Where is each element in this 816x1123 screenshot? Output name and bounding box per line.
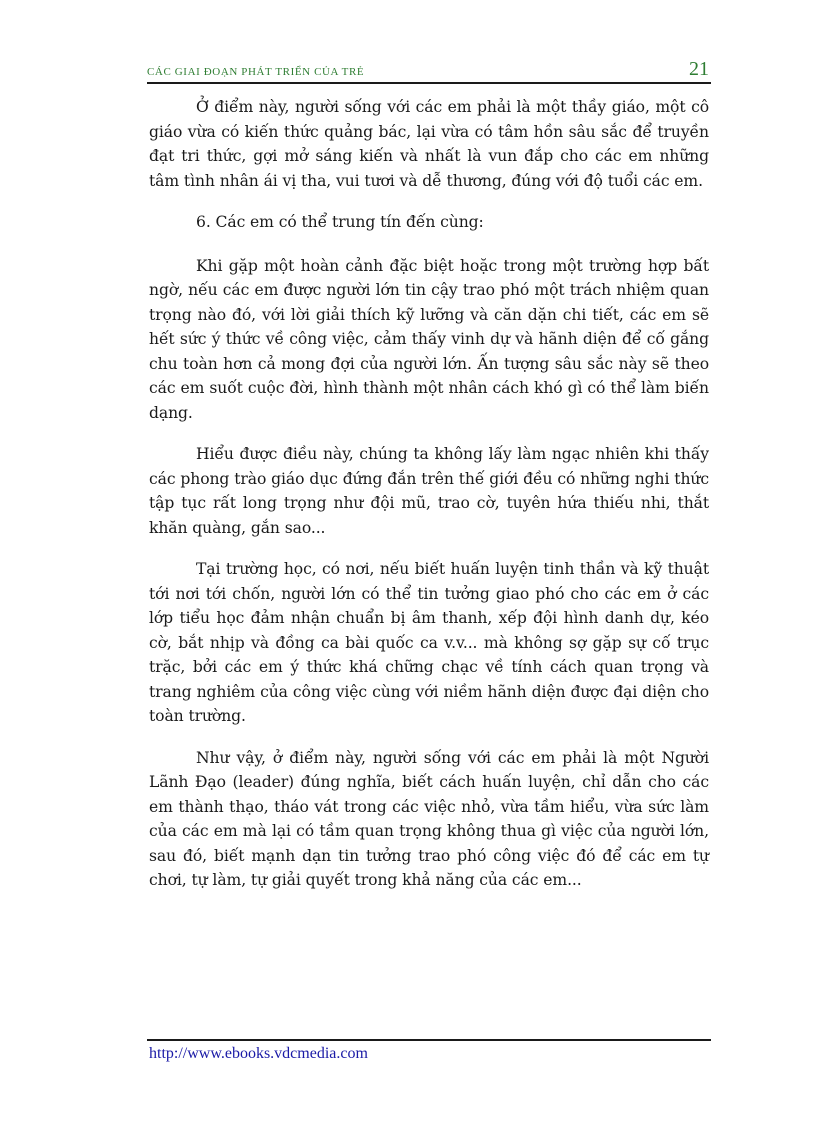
footer-url-link[interactable]: http://www.ebooks.vdcmedia.com — [149, 1045, 368, 1062]
page-header — [147, 60, 711, 84]
paragraph: Tại trường học, có nơi, nếu biết huấn luyện tinh thần và kỹ thuật tới nơi tới chốn, người lớn có thể tin tưởng giao phó cho các em ở các lớp tiểu học đảm nhận chuẩn bị âm thanh, xếp đội hình danh dự, kéo cờ, bắt nhịp và đồng ca bài quốc ca v.v... mà không sợ gặp sự cố trục trặc, bởi các em ý thức khá chững chạc về tính cách quan trọng và trang nghiêm của công việc cùng với niềm hãnh diện được đại diện cho toàn trường. — [149, 560, 709, 725]
paragraph: Như vậy, ở điểm này, người sống với các em phải là một Người Lãnh Đạo (leader) đúng nghĩa, biết cách huấn luyện, chỉ dẫn cho các em thành thạo, tháo vát trong các việc nhỏ, vừa tầm hiểu, vừa sức làm của các em mà lại có tầm quan trọng không thua gì việc của người lớn, sau đó, biết mạnh dạn tin tưởng trao phó công việc đó để các em tự chơi, tự làm, tự giải quyết trong khả năng của các em... — [149, 748, 709, 889]
paragraph: Hiểu được điều này, chúng ta không lấy làm ngạc nhiên khi thấy các phong trào giáo dục đứng đắn trên thế giới đều có những nghi thức tập tục rất long trọng như đội mũ, trao cờ, tuyên hứa thiếu nhi, thắt khăn quàng, gắn sao... — [149, 445, 709, 537]
running-title: CÁC GIAI ĐOẠN PHÁT TRIỂN CỦA TRẺ — [147, 66, 365, 78]
section-heading: 6. Các em có thể trung tín đến cùng: — [196, 213, 484, 231]
page-number: 21 — [689, 58, 709, 80]
paragraph: Ở điểm này, người sống với các em phải là một thầy giáo, một cô giáo vừa có kiến thức quảng bác, lại vừa có tâm hồn sâu sắc để truyền đạt tri thức, gợi mở sáng kiến và nhất là vun đắp cho các em những tâm tình nhân ái vị tha, vui tươi và dễ thương, đúng với độ tuổi các em. — [149, 98, 709, 190]
footer-divider — [147, 1039, 711, 1041]
paragraph: Khi gặp một hoàn cảnh đặc biệt hoặc trong một trường hợp bất ngờ, nếu các em được người lớn tin cậy trao phó một trách nhiệm quan trọng nào đó, với lời giải thích kỹ lưỡng và căn dặn chi tiết, các em sẽ hết sức ý thức về công việc, cảm thấy vinh dự và hãnh diện để cố gắng chu toàn hơn cả mong đợi của người lớn. Ấn tượng sâu sắc này sẽ theo các em suốt cuộc đời, hình thành một nhân cách khó gì có thể làm biến dạng. — [149, 256, 709, 422]
page-body — [149, 95, 709, 910]
